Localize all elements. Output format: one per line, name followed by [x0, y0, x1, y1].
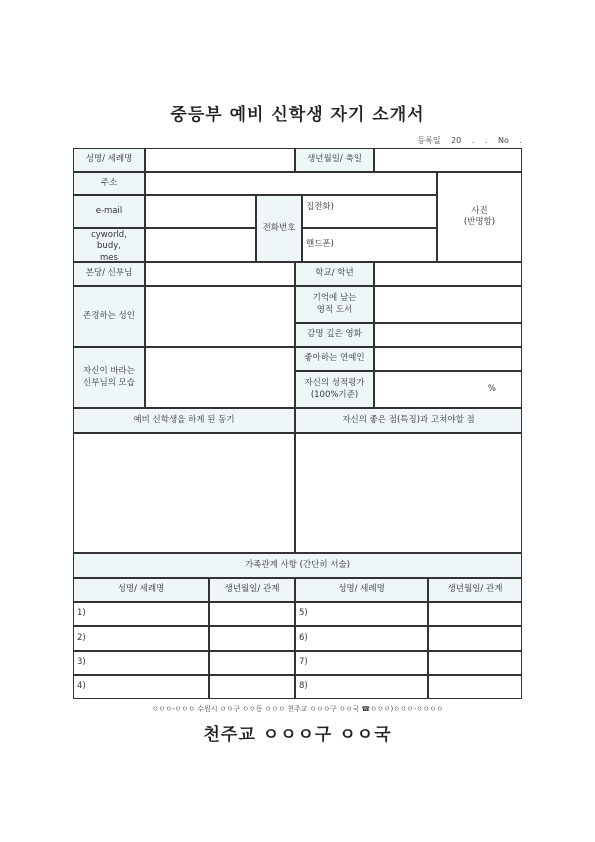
school-label: 학교/ 학년: [295, 262, 374, 286]
desired-priest-field[interactable]: [145, 347, 295, 408]
parish-priest-label: 본당/ 신부님: [73, 262, 145, 286]
phone-label: 전화번호: [256, 195, 302, 262]
family-row-birth[interactable]: [209, 626, 295, 651]
footer-organization: 천주교 ㅇㅇㅇ구 ㅇㅇ국: [203, 725, 392, 745]
name-field[interactable]: [145, 148, 295, 172]
family-row-name[interactable]: 5): [295, 602, 428, 626]
family-row-birth[interactable]: [428, 651, 522, 675]
desired-priest-label: 자신이 바라는 신부님의 모습: [73, 347, 145, 408]
family-row-name[interactable]: 1): [73, 602, 209, 626]
address-field[interactable]: [145, 172, 437, 195]
family-row-name[interactable]: 8): [295, 675, 428, 699]
family-birth-col-header: 생년월일/ 관계: [209, 578, 295, 602]
registration-year: 20: [451, 136, 462, 145]
book-field[interactable]: [374, 286, 522, 323]
strengths-header: 자신의 좋은 점(특징)과 고쳐야할 점: [295, 408, 522, 433]
home-phone-field[interactable]: 집전화): [302, 195, 437, 228]
registration-dot: .: [484, 136, 488, 145]
form-title: 중등부 예비 신학생 자기 소개서: [170, 105, 425, 125]
family-birth-col-header: 생년월일/ 관계: [428, 578, 522, 602]
footer-address: ㅇㅇㅇ-ㅇㅇㅇ 수원시 ㅇㅇ구 ㅇㅇ동 ㅇㅇㅇ 천주교 ㅇㅇㅇ구 ㅇㅇ국 ☎ㅇㅇㅇ)ㅇㅇㅇ-ㅇㅇㅇㅇ: [151, 705, 444, 713]
grades-label: 자신의 성적평가 (100%기준): [295, 371, 374, 408]
registration-date-label: 등록일: [417, 136, 441, 145]
family-row-name[interactable]: 6): [295, 626, 428, 651]
birth-field[interactable]: [374, 148, 522, 172]
name-label: 성명/ 세례명: [73, 148, 145, 172]
family-row-birth[interactable]: [428, 675, 522, 699]
motive-header: 예비 신학생을 하게 된 동기: [73, 408, 295, 433]
email-field[interactable]: [145, 195, 256, 228]
family-row-birth[interactable]: [428, 602, 522, 626]
family-name-col-header: 성명/ 세례명: [295, 578, 428, 602]
school-field[interactable]: [374, 262, 522, 286]
registration-no-dot: .: [519, 136, 522, 145]
birth-label: 생년월일/ 축일: [295, 148, 374, 172]
celebrity-label: 좋아하는 연예인: [295, 347, 374, 371]
family-row-name[interactable]: 7): [295, 651, 428, 675]
family-header: 가족관계 사항 (간단히 서술): [73, 553, 522, 578]
email-label: e-mail: [73, 195, 145, 228]
registration-no-label: No: [498, 136, 509, 145]
celebrity-field[interactable]: [374, 347, 522, 371]
family-row-birth[interactable]: [209, 602, 295, 626]
family-row-birth[interactable]: [209, 651, 295, 675]
respected-saint-label: 존경하는 성인: [73, 286, 145, 347]
respected-saint-field[interactable]: [145, 286, 295, 347]
movie-field[interactable]: [374, 323, 522, 347]
family-row-name[interactable]: 2): [73, 626, 209, 651]
family-row-name[interactable]: 3): [73, 651, 209, 675]
family-row-birth[interactable]: [209, 675, 295, 699]
sns-field[interactable]: [145, 228, 256, 262]
grades-field[interactable]: %: [374, 371, 522, 408]
address-label: 주소: [73, 172, 145, 195]
mobile-field[interactable]: 핸드폰): [302, 228, 437, 262]
family-row-name[interactable]: 4): [73, 675, 209, 699]
registration-line: [0, 135, 522, 146]
motive-text-area[interactable]: [73, 433, 295, 553]
sns-label: cyworld, budy, mes: [73, 228, 145, 262]
book-label: 기억에 남는 영적 도서: [295, 286, 374, 323]
family-name-col-header: 성명/ 세례명: [73, 578, 209, 602]
family-row-birth[interactable]: [428, 626, 522, 651]
movie-label: 감명 깊은 영화: [295, 323, 374, 347]
strengths-text-area[interactable]: [295, 433, 522, 553]
parish-priest-field[interactable]: [145, 262, 295, 286]
photo-box[interactable]: 사진 (반명함): [437, 172, 522, 262]
registration-dot: .: [471, 136, 475, 145]
